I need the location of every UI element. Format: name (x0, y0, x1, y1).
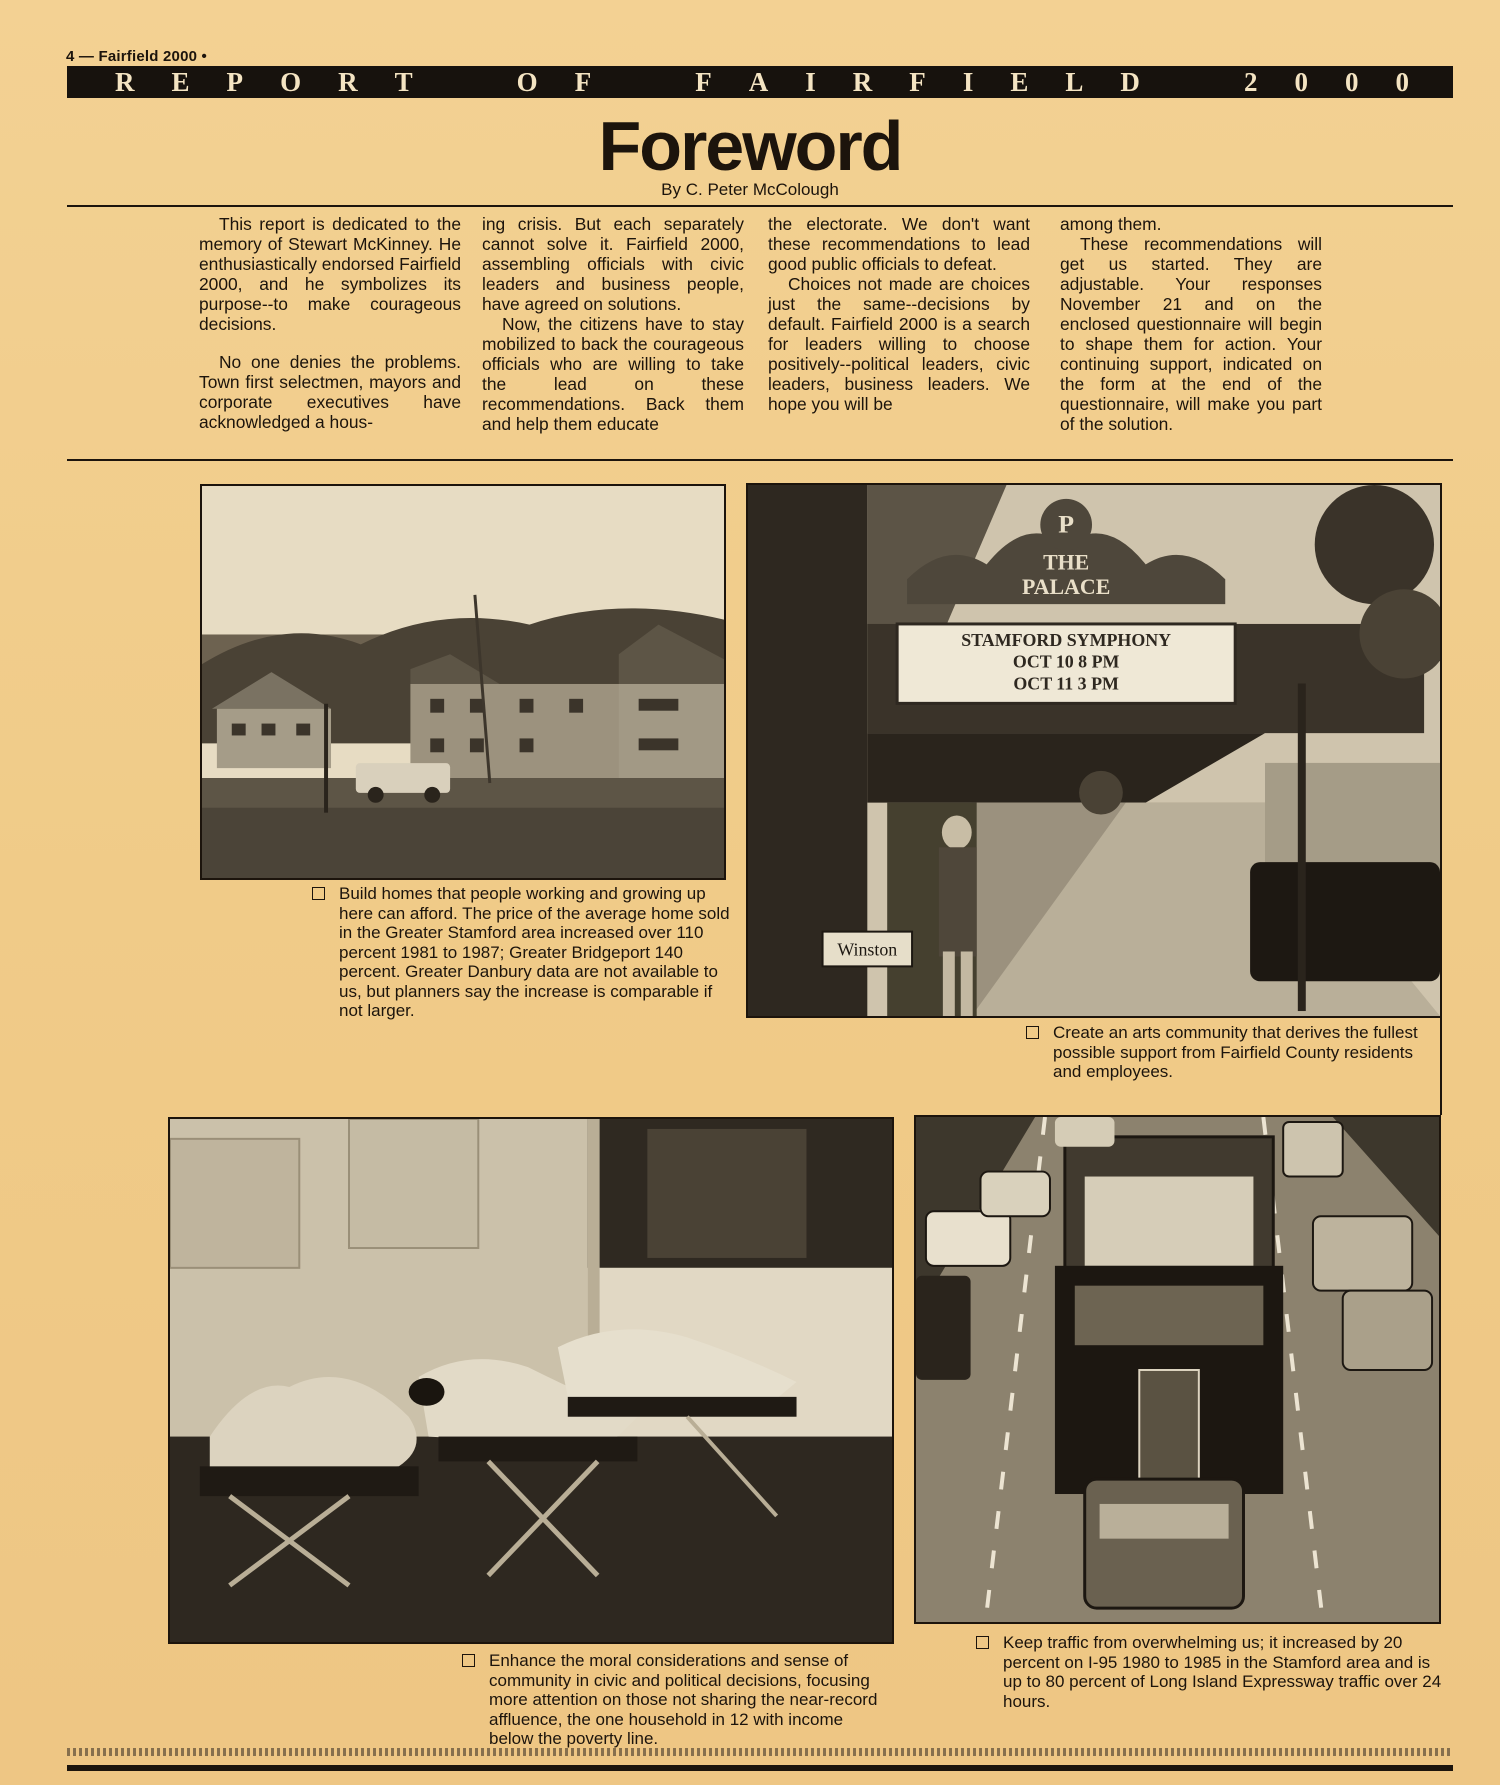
paragraph: ing crisis. But each separately cannot solve it. Fairfield 2000, assembling officials with civic leaders and business people, have agreed on solutions. (482, 214, 744, 314)
banner-letter: P (226, 66, 244, 97)
banner-letter: R (852, 66, 873, 97)
marquee-name-2: PALACE (1022, 575, 1111, 600)
paragraph: This report is dedicated to the memory of Stewart McKinney. He enthusiastically endorsed Fairfield 2000, and he symbolizes its purpose--to make courageous decisions. (199, 214, 461, 334)
bottom-rule (67, 1765, 1453, 1771)
banner-letter: 0 (1344, 66, 1359, 97)
header-rule (67, 205, 1453, 207)
page-folio: 4 — Fairfield 2000 • (66, 48, 207, 65)
caption-text: Create an arts community that derives the fullest possible support from Fairfield County residents and employees. (1053, 1023, 1418, 1081)
caption-text: Enhance the moral considerations and sense of community in civic and political decisions, focusing more attention on those not sharing the near-record affluence, the one household in 12 with income below the poverty line. (489, 1651, 878, 1748)
caption-traffic (976, 1633, 1446, 1711)
paragraph: These recommendations will get us started. They are adjustable. Your responses November 21 and on the enclosed questionnaire will begin to shape them for action. Your continuing support, indicated on the form at the end of the questionnaire, will make you part of the solution. (1060, 234, 1322, 434)
photo-highway-traffic (914, 1115, 1441, 1624)
banner-letter: R (115, 66, 135, 97)
photo-houses (200, 484, 726, 880)
banner-letter: L (1065, 66, 1084, 97)
bottom-dotted-rule (67, 1748, 1453, 1756)
caption-text: Build homes that people working and growing up here can afford. The price of the average home sold in the Greater Stamford area increased over 110 percent 1981 to 1987; Greater Bridgeport 140 percent. Greater Danbury data are not available to us, but planners say the increase is comparable if not larger. (339, 884, 730, 1020)
checkbox-icon (976, 1636, 989, 1649)
caption-arts (1026, 1023, 1446, 1082)
text-column-1 (199, 214, 461, 432)
banner-letter: D (1120, 66, 1140, 97)
caption-divider (1440, 1018, 1442, 1115)
banner-letter: R (338, 66, 358, 97)
banner-letter: E (1010, 66, 1029, 97)
banner-letter: F (909, 66, 926, 97)
checkbox-icon (1026, 1026, 1039, 1039)
checkbox-icon (462, 1654, 475, 1667)
paragraph: No one denies the problems. Town first selectmen, mayors and corporate executives have acknowledged a hous- (199, 352, 461, 432)
photo-palace-theater (746, 483, 1442, 1018)
svg-text:P: P (1058, 509, 1075, 539)
banner-letter: O (516, 66, 538, 97)
marquee-line-1: STAMFORD SYMPHONY (961, 629, 1172, 650)
marquee-name-1: THE (1043, 550, 1090, 575)
banner-letter: O (280, 66, 302, 97)
photo-shelter-cots (168, 1117, 894, 1644)
banner-letter: I (805, 66, 816, 97)
banner-letter: F (695, 66, 712, 97)
banner-letter: I (962, 66, 974, 97)
banner-letter: E (171, 66, 190, 97)
text-column-3 (768, 214, 1030, 414)
byline: By C. Peter McColough (661, 180, 839, 199)
caption-moral (462, 1651, 892, 1749)
marquee-line-2: OCT 10 8 PM (1012, 651, 1120, 672)
banner-letter: F (574, 66, 592, 97)
page-title: Foreword (598, 107, 902, 185)
caption-homes (312, 884, 732, 1021)
checkbox-icon (312, 887, 325, 900)
caption-text: Keep traffic from overwhelming us; it increased by 20 percent on I-95 1980 to 1985 in the Stamford area and is up to 80 percent of Long Island Expressway traffic over 24 hours. (1003, 1633, 1442, 1711)
banner-letter: A (748, 66, 769, 97)
text-column-4 (1060, 214, 1322, 434)
banner-letter: 0 (1395, 66, 1409, 97)
paragraph: the electorate. We don't want these recommendations to lead good public officials to defeat. (768, 214, 1030, 274)
paragraph: Choices not made are choices just the same--decisions by default. Fairfield 2000 is a search for leaders willing to choose positively--political leaders, civic leaders, business leaders. We hope you will be (768, 274, 1030, 414)
banner-letter: 0 (1294, 66, 1308, 97)
banner-letter: 2 (1243, 66, 1258, 97)
text-column-2 (482, 214, 744, 434)
winston-sign: Winston (837, 939, 898, 960)
banner-letter: T (394, 66, 413, 97)
paragraph: Now, the citizens have to stay mobilized to back the courageous officials who are willing to take the lead on these recommendations. Back them and help them educate (482, 314, 744, 434)
paragraph: among them. (1060, 214, 1162, 234)
section-rule (67, 459, 1453, 461)
marquee-line-3: OCT 11 3 PM (1013, 673, 1119, 694)
section-banner (67, 66, 1453, 98)
